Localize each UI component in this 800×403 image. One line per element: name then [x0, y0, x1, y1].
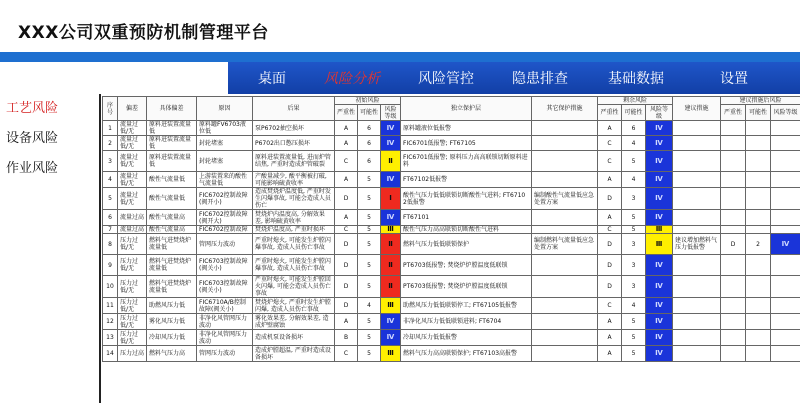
cell-other-measures: [532, 330, 598, 346]
cell-independent-protection: 非净化风压力低低联锁进料; FT6704: [401, 314, 532, 330]
cell-severity: D: [335, 276, 358, 298]
header-possibility: 可能性: [622, 105, 646, 121]
cell-other-measures: [532, 346, 598, 362]
cell-possibility: 5: [358, 314, 381, 330]
cell-after-severity: [721, 330, 746, 346]
cell-detail: 原料进装置流量低: [147, 136, 197, 151]
header-suggestion: 建议措施: [673, 97, 721, 121]
cell-after-level: [771, 330, 800, 346]
cell-possibility: 6: [358, 136, 381, 151]
cell-possibility: 6: [358, 151, 381, 172]
cell-residual-severity: A: [598, 330, 622, 346]
cell-deviation: 压力过低/无: [118, 276, 147, 298]
cell-residual-possibility: 5: [622, 226, 646, 234]
cell-other-measures: [532, 136, 598, 151]
cell-suggestion: [673, 226, 721, 234]
cell-possibility: 5: [358, 330, 381, 346]
cell-residual-level: Ⅳ: [646, 172, 673, 188]
cell-suggestion: [673, 314, 721, 330]
cell-suggestion: [673, 298, 721, 314]
cell-consequence: 造成焚烧炉温度低, 严重时发生闪爆事故, 可能会造成人员伤亡: [253, 188, 335, 210]
header-other-measures: 其它保护措施: [532, 97, 598, 121]
header-severity: 严重性: [598, 105, 622, 121]
header-consequence: 后果: [253, 97, 335, 121]
cell-consequence: 焚烧炉温度高, 严重时损坏: [253, 226, 335, 234]
cell-consequence: 焚烧炉熄火, 严重时发生炉膛闪爆, 造成人员伤亡事故: [253, 298, 335, 314]
nav-item[interactable]: 设置: [720, 71, 748, 87]
cell-after-possibility: [746, 255, 771, 276]
sidebar: [0, 94, 101, 403]
cell-no: 13: [103, 330, 118, 346]
cell-consequence: 严重时熄火, 可能发生炉膛闪爆事故, 造成人员伤亡事故: [253, 255, 335, 276]
cell-risk-level: Ⅳ: [381, 121, 401, 136]
cell-independent-protection: PT6703低报警; 焚烧炉炉膛温度低联锁: [401, 276, 532, 298]
cell-no: 7: [103, 226, 118, 234]
cell-residual-severity: A: [598, 210, 622, 226]
cell-cause: FIC6703控制故障(阀关小): [197, 276, 253, 298]
cell-cause: FIC6702控制故障(阀开大): [197, 210, 253, 226]
cell-deviation: 流量过低/无: [118, 136, 147, 151]
cell-severity: D: [335, 234, 358, 255]
cell-suggestion: [673, 330, 721, 346]
table-row[interactable]: [103, 210, 800, 226]
nav-item[interactable]: 桌面: [258, 71, 286, 87]
cell-other-measures: [532, 314, 598, 330]
cell-after-severity: [721, 255, 746, 276]
cell-severity: B: [335, 330, 358, 346]
table-row[interactable]: [103, 346, 800, 362]
cell-risk-level: Ⅳ: [381, 136, 401, 151]
cell-detail: 酸性气流量高: [147, 210, 197, 226]
cell-cause: FIC6703控制故障(阀关小): [197, 255, 253, 276]
cell-suggestion: [673, 346, 721, 362]
cell-residual-level: Ⅲ: [646, 234, 673, 255]
table-row[interactable]: [103, 226, 800, 234]
cell-deviation: 压力过低/无: [118, 298, 147, 314]
cell-possibility: 5: [358, 188, 381, 210]
sidebar-item[interactable]: 作业风险: [6, 161, 59, 176]
cell-residual-possibility: 4: [622, 172, 646, 188]
cell-other-measures: [532, 172, 598, 188]
cell-risk-level: Ⅲ: [381, 226, 401, 234]
header-possibility: 可能性: [358, 105, 381, 121]
table-row[interactable]: [103, 314, 800, 330]
header-initial-risk: 初始风险: [335, 97, 401, 105]
top-navigation: [228, 62, 800, 94]
cell-detail: 燃料气进焚烧炉流量低: [147, 255, 197, 276]
cell-severity: C: [335, 151, 358, 172]
cell-after-severity: [721, 172, 746, 188]
cell-residual-level: Ⅳ: [646, 188, 673, 210]
table-row[interactable]: [103, 234, 800, 255]
cell-risk-level: Ⅳ: [381, 210, 401, 226]
cell-detail: 酸性气流量低: [147, 188, 197, 210]
cell-after-severity: D: [721, 234, 746, 255]
risk-table-body: [103, 121, 800, 362]
cell-residual-possibility: 3: [622, 276, 646, 298]
cell-risk-level: Ⅲ: [381, 298, 401, 314]
cell-deviation: 压力过低/无: [118, 255, 147, 276]
cell-severity: D: [335, 298, 358, 314]
header-level: 风险等级: [771, 105, 800, 121]
cell-after-possibility: [746, 121, 771, 136]
cell-residual-severity: C: [598, 136, 622, 151]
cell-suggestion: [673, 210, 721, 226]
cell-deviation: 流量过低/无: [118, 121, 147, 136]
cell-risk-level: Ⅳ: [381, 172, 401, 188]
cell-possibility: 5: [358, 210, 381, 226]
cell-no: 5: [103, 188, 118, 210]
cell-consequence: 严重时熄火, 可能发生炉膛闪爆事故, 造成人员伤亡事故: [253, 234, 335, 255]
cell-detail: 燃料气进焚烧炉流量低: [147, 234, 197, 255]
cell-residual-severity: D: [598, 234, 622, 255]
cell-other-measures: 编制燃料气流量低应急处置方案: [532, 234, 598, 255]
header-level: 风险等级: [381, 105, 401, 121]
table-row[interactable]: [103, 330, 800, 346]
cell-severity: C: [335, 346, 358, 362]
nav-item[interactable]: 基础数据: [608, 71, 664, 87]
cell-possibility: 5: [358, 172, 381, 188]
header-severity: 严重性: [721, 105, 746, 121]
header-severity: 严重性: [335, 105, 358, 121]
cell-deviation: 流量过低/无: [118, 172, 147, 188]
cell-after-possibility: 2: [746, 234, 771, 255]
cell-suggestion: [673, 136, 721, 151]
cell-risk-level: Ⅱ: [381, 276, 401, 298]
cell-residual-level: Ⅳ: [646, 330, 673, 346]
cell-residual-possibility: 3: [622, 234, 646, 255]
cell-suggestion: 建议增加燃料气压力低报警: [673, 234, 721, 255]
cell-detail: 助燃风压力低: [147, 298, 197, 314]
cell-after-severity: [721, 346, 746, 362]
cell-no: 10: [103, 276, 118, 298]
cell-possibility: 5: [358, 226, 381, 234]
cell-cause: 上游装置来的酸性气流量低: [197, 172, 253, 188]
cell-residual-level: Ⅳ: [646, 314, 673, 330]
cell-consequence: 焚烧炉内温度高, 分解效果差, 影响硫黄收率: [253, 210, 335, 226]
cell-suggestion: [673, 172, 721, 188]
cell-other-measures: [532, 151, 598, 172]
cell-residual-severity: A: [598, 314, 622, 330]
cell-suggestion: [673, 276, 721, 298]
cell-risk-level: Ⅱ: [381, 234, 401, 255]
cell-after-level: [771, 121, 800, 136]
cell-after-possibility: [746, 210, 771, 226]
cell-suggestion: [673, 151, 721, 172]
cell-after-severity: [721, 188, 746, 210]
cell-residual-possibility: 5: [622, 330, 646, 346]
cell-after-level: [771, 188, 800, 210]
cell-other-measures: [532, 121, 598, 136]
cell-independent-protection: 燃料气压力低低联锁保护: [401, 234, 532, 255]
cell-cause: 非净化风管网压力波动: [197, 314, 253, 330]
cell-suggestion: [673, 121, 721, 136]
cell-consequence: 造成机泵设备损坏: [253, 330, 335, 346]
cell-residual-severity: C: [598, 298, 622, 314]
cell-residual-level: Ⅳ: [646, 346, 673, 362]
cell-other-measures: [532, 226, 598, 234]
app-title: XXX公司双重预防机制管理平台: [18, 23, 269, 43]
cell-after-possibility: [746, 188, 771, 210]
cell-after-severity: [721, 151, 746, 172]
cell-no: 6: [103, 210, 118, 226]
cell-no: 9: [103, 255, 118, 276]
cell-deviation: 压力过低/无: [118, 330, 147, 346]
cell-consequence: 泵P6702抽空损坏: [253, 121, 335, 136]
cell-independent-protection: FT67101: [401, 210, 532, 226]
table-row[interactable]: [103, 188, 800, 210]
cell-no: 4: [103, 172, 118, 188]
table-row[interactable]: [103, 255, 800, 276]
header-residual-risk: 剩余风险: [598, 97, 673, 105]
cell-independent-protection: FIC6701低报警; 原料压力高高联锁切断原料进料: [401, 151, 532, 172]
cell-cause: 非净化风管网压力波动: [197, 330, 253, 346]
cell-after-possibility: [746, 172, 771, 188]
cell-detail: 雾化风压力低: [147, 314, 197, 330]
cell-possibility: 5: [358, 234, 381, 255]
header-after-risk: 建议措施后风险: [721, 97, 800, 105]
cell-consequence: 造成炉膛超温, 严重时造成设备损坏: [253, 346, 335, 362]
cell-detail: 燃料气压力高: [147, 346, 197, 362]
cell-after-possibility: [746, 346, 771, 362]
cell-other-measures: [532, 298, 598, 314]
cell-residual-severity: C: [598, 151, 622, 172]
cell-detail: 酸性气流量低: [147, 172, 197, 188]
cell-after-severity: [721, 276, 746, 298]
cell-independent-protection: 冷却风压力低低报警: [401, 330, 532, 346]
table-row[interactable]: [103, 276, 800, 298]
cell-deviation: 压力过低/无: [118, 314, 147, 330]
cell-deviation: 流量过低/无: [118, 188, 147, 210]
cell-cause: 管网压力波动: [197, 234, 253, 255]
header-accent-bar: [0, 52, 800, 62]
cell-independent-protection: 酸性气压力高高联锁切断酸性气进料: [401, 226, 532, 234]
cell-after-possibility: [746, 226, 771, 234]
cell-no: 12: [103, 314, 118, 330]
cell-severity: D: [335, 188, 358, 210]
cell-residual-possibility: 6: [622, 121, 646, 136]
cell-possibility: 5: [358, 346, 381, 362]
header-deviation: 偏差: [118, 97, 147, 121]
header-level: 风险等级: [646, 105, 673, 121]
cell-cause: 管网压力波动: [197, 346, 253, 362]
cell-after-possibility: [746, 276, 771, 298]
cell-no: 2: [103, 136, 118, 151]
table-row[interactable]: [103, 298, 800, 314]
cell-residual-severity: A: [598, 121, 622, 136]
sidebar-item[interactable]: 设备风险: [6, 131, 59, 146]
cell-after-severity: [721, 226, 746, 234]
cell-after-possibility: [746, 298, 771, 314]
cell-detail: 原料进装置流量低: [147, 121, 197, 136]
table-row[interactable]: [103, 136, 800, 151]
cell-severity: C: [335, 226, 358, 234]
cell-residual-level: Ⅳ: [646, 298, 673, 314]
cell-cause: FIC6702控制故障(阀开小): [197, 188, 253, 210]
cell-severity: D: [335, 255, 358, 276]
cell-risk-level: Ⅳ: [381, 330, 401, 346]
cell-deviation: 流量过高: [118, 226, 147, 234]
table-row[interactable]: [103, 121, 800, 136]
cell-residual-possibility: 3: [622, 255, 646, 276]
table-row[interactable]: [103, 151, 800, 172]
cell-risk-level: Ⅱ: [381, 151, 401, 172]
cell-detail: 酸性气流量高: [147, 226, 197, 234]
cell-independent-protection: PT6703低报警; 焚烧炉炉膛温度低联锁: [401, 255, 532, 276]
cell-after-severity: [721, 298, 746, 314]
cell-cause: FIC6702控制故障: [197, 226, 253, 234]
sidebar-item[interactable]: 工艺风险: [6, 101, 59, 116]
cell-after-level: [771, 172, 800, 188]
cell-after-severity: [721, 210, 746, 226]
cell-residual-severity: C: [598, 226, 622, 234]
cell-consequence: P6702出口憋压损坏: [253, 136, 335, 151]
cell-after-severity: [721, 136, 746, 151]
cell-possibility: 5: [358, 255, 381, 276]
cell-residual-severity: A: [598, 172, 622, 188]
cell-risk-level: Ⅰ: [381, 188, 401, 210]
cell-residual-possibility: 4: [622, 298, 646, 314]
cell-residual-possibility: 3: [622, 188, 646, 210]
cell-residual-severity: A: [598, 346, 622, 362]
cell-severity: A: [335, 210, 358, 226]
cell-no: 14: [103, 346, 118, 362]
cell-residual-possibility: 5: [622, 314, 646, 330]
risk-analysis-table: [102, 96, 800, 362]
cell-after-possibility: [746, 136, 771, 151]
cell-risk-level: Ⅳ: [381, 314, 401, 330]
nav-item[interactable]: 风险管控: [418, 71, 474, 87]
cell-cause: FIC6710A/B控制故障(阀关小): [197, 298, 253, 314]
cell-risk-level: Ⅲ: [381, 346, 401, 362]
cell-cause: 封轮堵塞: [197, 136, 253, 151]
cell-residual-level: Ⅳ: [646, 276, 673, 298]
cell-deviation: 压力过低/无: [118, 234, 147, 255]
cell-after-level: [771, 226, 800, 234]
cell-after-level: [771, 314, 800, 330]
cell-residual-severity: D: [598, 188, 622, 210]
header-no: 序号: [103, 97, 118, 121]
cell-no: 8: [103, 234, 118, 255]
cell-residual-level: Ⅳ: [646, 136, 673, 151]
cell-after-level: [771, 346, 800, 362]
cell-independent-protection: FT67102低报警: [401, 172, 532, 188]
cell-other-measures: [532, 255, 598, 276]
cell-severity: A: [335, 121, 358, 136]
cell-no: 1: [103, 121, 118, 136]
cell-severity: A: [335, 136, 358, 151]
header-independent-protection: 独立保护层: [401, 97, 532, 121]
cell-after-possibility: [746, 314, 771, 330]
header-detail: 具体偏差: [147, 97, 197, 121]
cell-other-measures: [532, 276, 598, 298]
cell-after-level: [771, 210, 800, 226]
cell-after-level: [771, 276, 800, 298]
cell-independent-protection: 助燃风压力低低联锁停工; FT67105低报警: [401, 298, 532, 314]
header-cause: 原因: [197, 97, 253, 121]
cell-residual-severity: D: [598, 276, 622, 298]
cell-residual-level: Ⅳ: [646, 210, 673, 226]
cell-possibility: 4: [358, 298, 381, 314]
cell-after-level: [771, 255, 800, 276]
cell-consequence: 产酸量减少, 酸平衡被打破, 可能影响硫黄收率: [253, 172, 335, 188]
cell-cause: 原料罐FV6703液位低: [197, 121, 253, 136]
cell-deviation: 压力过高: [118, 346, 147, 362]
cell-residual-level: Ⅳ: [646, 151, 673, 172]
nav-item[interactable]: 隐患排查: [512, 71, 568, 87]
cell-independent-protection: 酸性气压力低低联锁切断酸性气进料; FT67102低报警: [401, 188, 532, 210]
cell-independent-protection: 燃料气压力高高联锁保护; FT67103高报警: [401, 346, 532, 362]
cell-deviation: 流量过低/无: [118, 151, 147, 172]
cell-cause: 封轮堵塞: [197, 151, 253, 172]
cell-suggestion: [673, 188, 721, 210]
cell-after-level: [771, 298, 800, 314]
cell-no: 3: [103, 151, 118, 172]
cell-possibility: 6: [358, 121, 381, 136]
cell-detail: 原料进装置流量低: [147, 151, 197, 172]
cell-residual-level: Ⅲ: [646, 226, 673, 234]
cell-independent-protection: FIC6701低报警; FT67105: [401, 136, 532, 151]
cell-residual-possibility: 4: [622, 136, 646, 151]
cell-after-level: Ⅳ: [771, 234, 800, 255]
cell-no: 11: [103, 298, 118, 314]
cell-after-level: [771, 151, 800, 172]
cell-severity: A: [335, 172, 358, 188]
cell-after-level: [771, 136, 800, 151]
cell-after-severity: [721, 314, 746, 330]
cell-after-possibility: [746, 151, 771, 172]
cell-detail: 燃料气进焚烧炉流量低: [147, 276, 197, 298]
cell-consequence: 原料进装置流量低, 进而炉管结焦, 严重时造成炉管破裂: [253, 151, 335, 172]
cell-independent-protection: 原料罐液位低报警: [401, 121, 532, 136]
cell-other-measures: 编制酸性气流量低应急处置方案: [532, 188, 598, 210]
cell-possibility: 5: [358, 276, 381, 298]
cell-risk-level: Ⅱ: [381, 255, 401, 276]
cell-after-severity: [721, 121, 746, 136]
cell-residual-possibility: 5: [622, 346, 646, 362]
cell-consequence: 严重时熄火, 可能发生炉膛回火闪爆, 可能会造成人员伤亡事故: [253, 276, 335, 298]
cell-after-possibility: [746, 330, 771, 346]
cell-consequence: 雾化效果差, 分解效果差, 造成炉壁腐蚀: [253, 314, 335, 330]
cell-residual-possibility: 5: [622, 210, 646, 226]
cell-other-measures: [532, 210, 598, 226]
cell-severity: A: [335, 314, 358, 330]
cell-detail: 冷却风压力低: [147, 330, 197, 346]
cell-residual-level: Ⅳ: [646, 255, 673, 276]
risk-analysis-table-container[interactable]: [102, 96, 800, 403]
nav-item[interactable]: 风险分析: [324, 71, 380, 87]
cell-residual-level: Ⅳ: [646, 121, 673, 136]
table-row[interactable]: [103, 172, 800, 188]
cell-deviation: 流量过高: [118, 210, 147, 226]
cell-residual-severity: D: [598, 255, 622, 276]
cell-residual-possibility: 5: [622, 151, 646, 172]
header-possibility: 可能性: [746, 105, 771, 121]
cell-suggestion: [673, 255, 721, 276]
